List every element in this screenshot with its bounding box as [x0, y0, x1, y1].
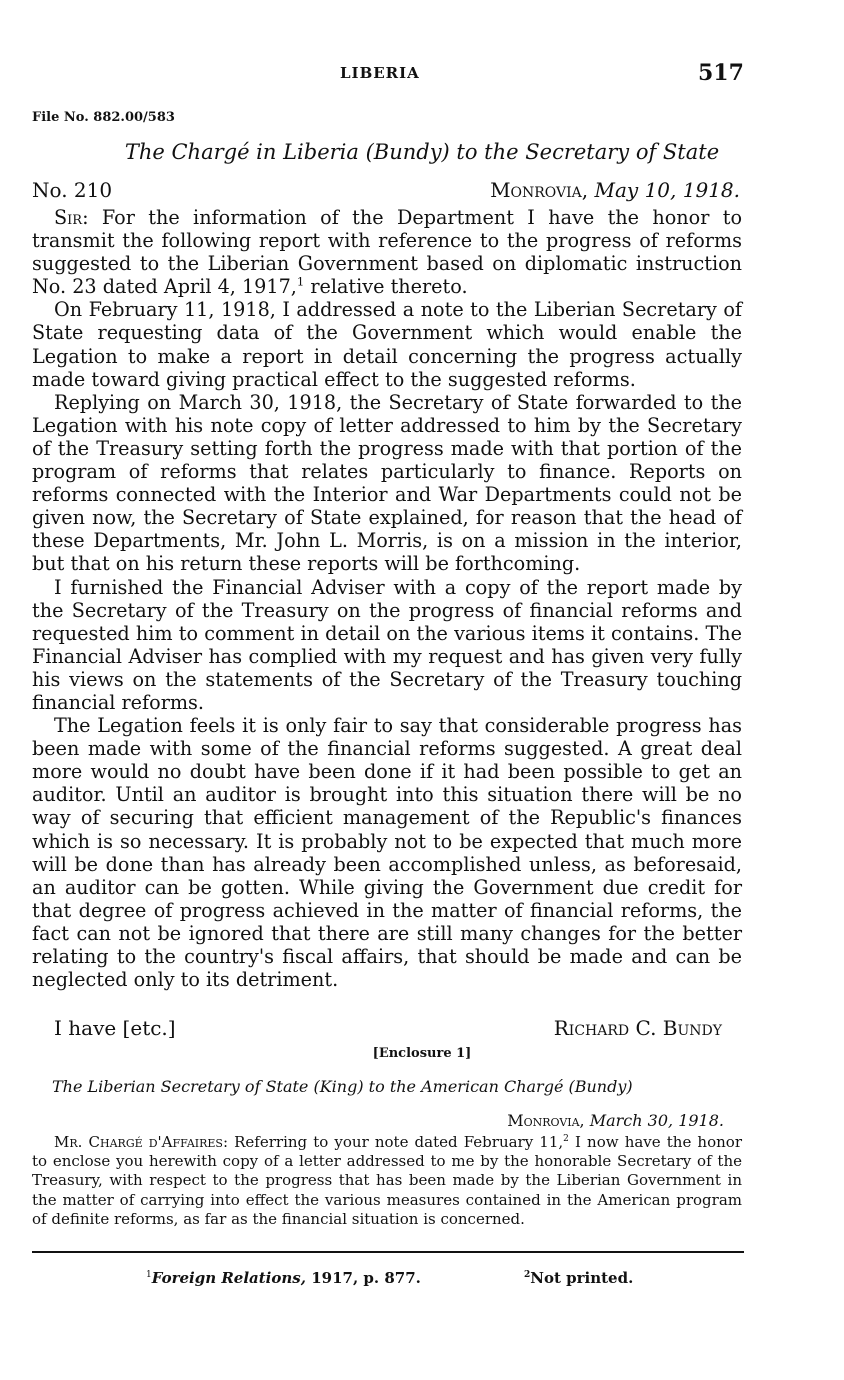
closing: I have [etc.]	[54, 1016, 176, 1040]
footnote-1-text: 1917, p. 877.	[305, 1269, 421, 1287]
page-number: 517	[698, 60, 744, 86]
paragraph-1	[32, 206, 742, 298]
document-title: The Chargé in Liberia (Bundy) to the Secretary of State	[124, 140, 720, 164]
enclosure-place: Monrovia,	[507, 1111, 585, 1130]
enclosure-dateline	[507, 1111, 724, 1130]
footnote-1	[146, 1269, 421, 1287]
enclosure-body	[32, 1133, 742, 1229]
file-number: File No. 882.00/583	[32, 110, 175, 125]
letter-body	[32, 206, 742, 991]
dispatch-date: May 10, 1918.	[594, 178, 740, 202]
enclosure-title: The Liberian Secretary of State (King) to the American Chargé (Bundy)	[52, 1077, 633, 1096]
footnote-1-marker: 1	[146, 1270, 152, 1280]
enclosure-paragraph	[32, 1133, 742, 1229]
paragraph-4: I furnished the Financial Adviser with a copy of the report made by the Secretary of the Treasury on the progress of financial reforms and requested him to comment in detail on the various items it contains. The Financial Adviser has complied with my request and has given very fully his views on the statements of the Secretary of the Treasury touching financial reforms.	[32, 575, 742, 714]
dispatch-number: No. 210	[32, 178, 113, 202]
paragraph-2: On February 11, 1918, I addressed a note to the Liberian Secretary of State requesting data of the Government which would enable the Legation to make a report in detail concerning the progress actually made toward giving practical effect to the suggested reforms.	[32, 298, 742, 391]
salutation: Sir:	[54, 206, 89, 229]
enclosure-salutation: Mr. Chargé d'Affaires:	[54, 1133, 229, 1151]
dispatch-dateline	[490, 178, 740, 202]
footnote-ref-2: 2	[563, 1134, 569, 1144]
footnote-2-marker: 2	[524, 1270, 531, 1280]
footnote-2	[524, 1269, 633, 1287]
closing-line	[32, 1016, 722, 1042]
paragraph-1-tail: relative thereto.	[304, 275, 468, 299]
enclosure-date: March 30, 1918.	[589, 1111, 724, 1130]
footnote-1-title: Foreign Relations,	[151, 1269, 306, 1287]
dispatch-place: Monrovia,	[490, 178, 589, 202]
footnote-rule	[32, 1251, 744, 1253]
enclosure-label: [Enclosure 1]	[372, 1046, 472, 1061]
paragraph-5: The Legation feels it is only fair to say that considerable progress has been made with some of the financial reforms suggested. A great deal more would no doubt have been done if it had been possible to get an auditor. Until an auditor is brought into this situation there will be no way of securing that efficient management of the Republic's finances which is so necessary. It is probably not to be expected that much more will be done than has already been accomplished unless, as beforesaid, an auditor can be gotten. While giving the Government due credit for that degree of progress achieved in the matter of financial reforms, the fact can not be ignored that there are still many changes for the better relating to the country's fiscal affairs, that should be made and can be neglected only to its detriment.	[32, 714, 742, 992]
paragraph-1-text: For the information of the Department I have the honor to transmit the following report with reference to the progress of reforms suggested to the Liberian Government based on diplomatic instruction No. 23 dated April 4, 1917,	[32, 206, 742, 299]
running-head-title: LIBERIA	[340, 64, 420, 82]
enclosure-text-rest: I now have the honor to enclose you herewith copy of a letter addressed to me by the honorable Secretary of the Treasury, with respect to the progress that has been made by the Liberian Government in the matter of carrying into effect the various measures contained in the American program of definite reforms, as far as the financial situation is concerned.	[32, 1133, 742, 1228]
paragraph-3: Replying on March 30, 1918, the Secretary of State forwarded to the Legation with his note copy of letter addressed to him by the Secretary of the Treasury setting forth the progress made with that portion of the program of reforms that relates particularly to finance. Reports on reforms connected with the Interior and War Departments could not be given now, the Secretary of State explained, for reason that the head of these Departments, Mr. John L. Morris, is on a mission in the interior, but that on his return these reports will be forthcoming.	[32, 390, 742, 576]
footnote-ref-1: 1	[296, 274, 305, 289]
signature: Richard C. Bundy	[553, 1016, 722, 1040]
footnote-2-text: Not printed.	[530, 1269, 634, 1287]
enclosure-text-start: Referring to your note dated February 11,	[228, 1133, 564, 1151]
